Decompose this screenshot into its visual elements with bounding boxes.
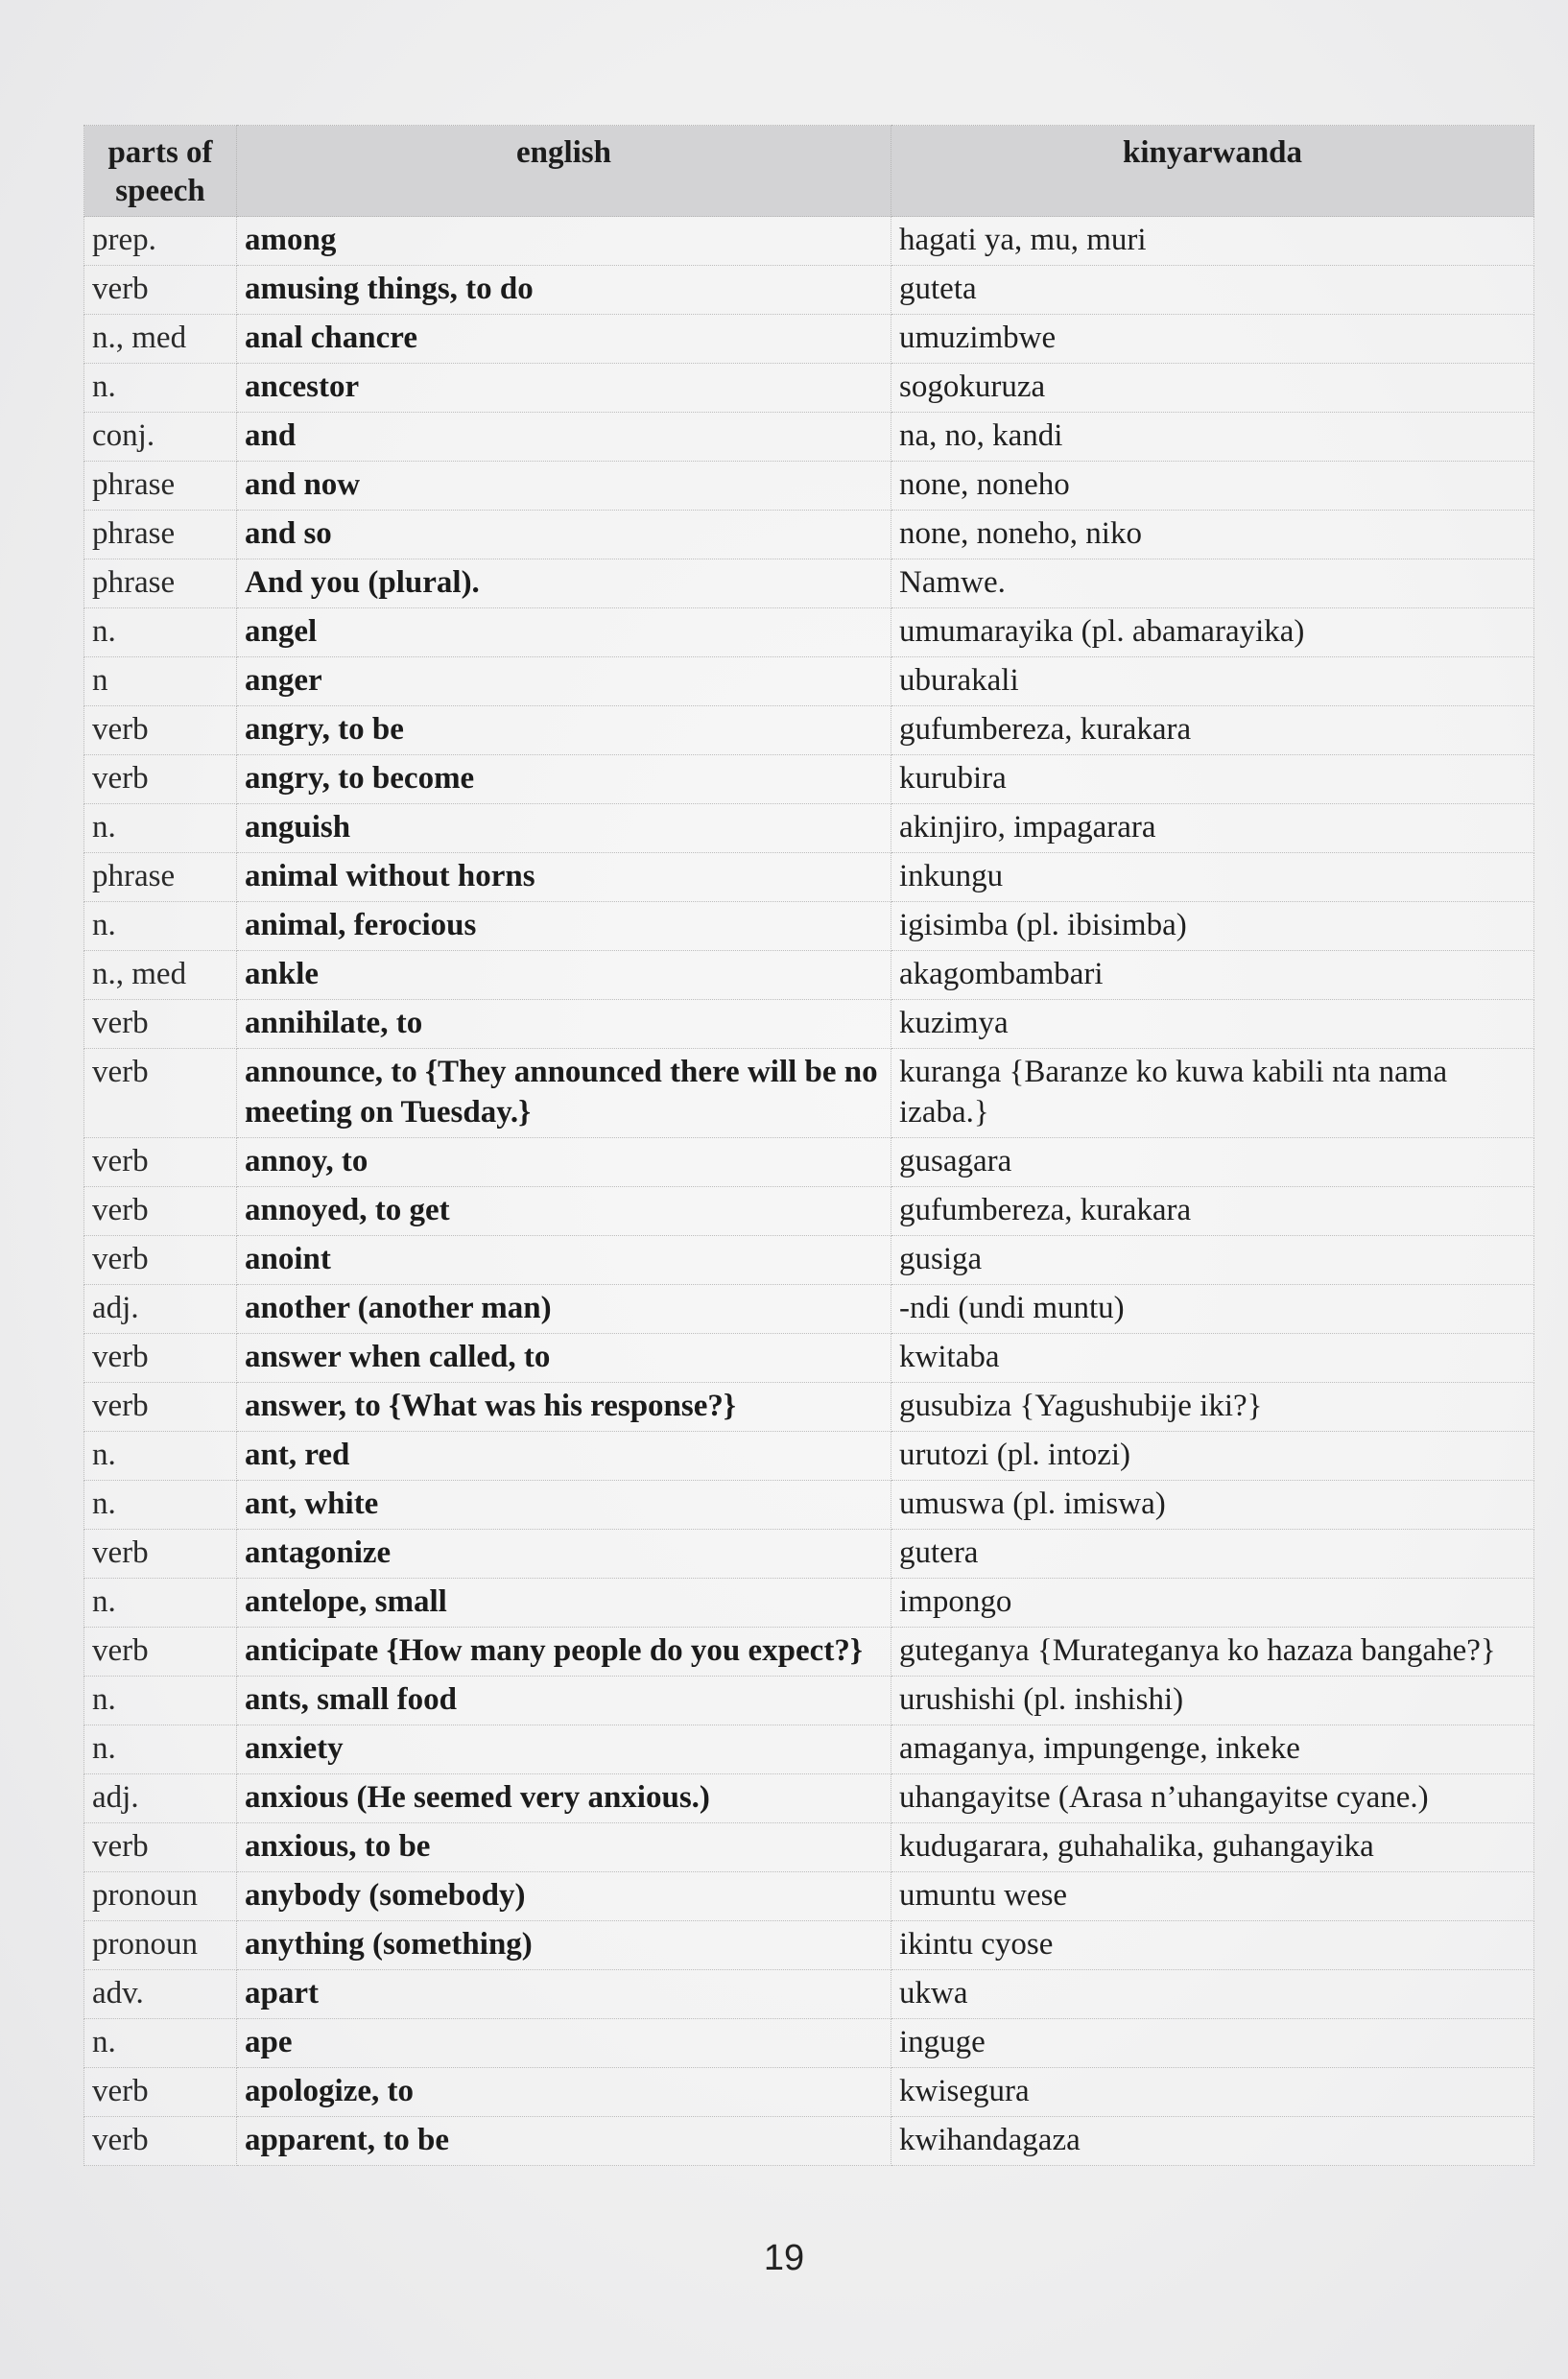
kinyarwanda-translation-cell: umuzimbwe xyxy=(891,315,1534,364)
part-of-speech-cell: phrase xyxy=(84,462,237,511)
part-of-speech-cell: prep. xyxy=(84,217,237,266)
part-of-speech-cell: verb xyxy=(84,1187,237,1236)
table-row xyxy=(84,364,1534,413)
table-row xyxy=(84,608,1534,657)
kinyarwanda-translation-cell: kuranga {Baranze ko kuwa kabili nta nama izaba.} xyxy=(891,1049,1534,1138)
english-term-cell: ape xyxy=(237,2019,891,2068)
table-row xyxy=(84,1677,1534,1725)
english-term-cell: answer when called, to xyxy=(237,1334,891,1383)
kinyarwanda-translation-cell: kwihandagaza xyxy=(891,2117,1534,2166)
part-of-speech-cell: verb xyxy=(84,1236,237,1285)
kinyarwanda-translation-cell: umumarayika (pl. abamarayika) xyxy=(891,608,1534,657)
english-term-cell: angry, to be xyxy=(237,706,891,755)
part-of-speech-cell: n. xyxy=(84,608,237,657)
table-row xyxy=(84,1921,1534,1970)
part-of-speech-cell: conj. xyxy=(84,413,237,462)
english-term-cell: anybody (somebody) xyxy=(237,1872,891,1921)
table-row xyxy=(84,1725,1534,1774)
part-of-speech-cell: phrase xyxy=(84,511,237,559)
part-of-speech-cell: verb xyxy=(84,1628,237,1677)
kinyarwanda-translation-cell: impongo xyxy=(891,1579,1534,1628)
english-term-cell: animal without horns xyxy=(237,853,891,902)
part-of-speech-cell: adj. xyxy=(84,1774,237,1823)
part-of-speech-cell: adj. xyxy=(84,1285,237,1334)
part-of-speech-cell: n. xyxy=(84,902,237,951)
english-term-cell: ant, red xyxy=(237,1432,891,1481)
kinyarwanda-translation-cell: umuswa (pl. imiswa) xyxy=(891,1481,1534,1530)
kinyarwanda-translation-cell: urutozi (pl. intozi) xyxy=(891,1432,1534,1481)
kinyarwanda-translation-cell: none, noneho, niko xyxy=(891,511,1534,559)
table-row xyxy=(84,1530,1534,1579)
kinyarwanda-translation-cell: ikintu cyose xyxy=(891,1921,1534,1970)
column-header-english: english xyxy=(237,126,891,217)
english-term-cell: anxious (He seemed very anxious.) xyxy=(237,1774,891,1823)
kinyarwanda-translation-cell: sogokuruza xyxy=(891,364,1534,413)
kinyarwanda-translation-cell: akinjiro, impagarara xyxy=(891,804,1534,853)
table-row xyxy=(84,1334,1534,1383)
table-row xyxy=(84,1970,1534,2019)
column-header-kinyarwanda: kinyarwanda xyxy=(891,126,1534,217)
kinyarwanda-translation-cell: inguge xyxy=(891,2019,1534,2068)
english-term-cell: amusing things, to do xyxy=(237,266,891,315)
english-term-cell: antagonize xyxy=(237,1530,891,1579)
part-of-speech-cell: verb xyxy=(84,1530,237,1579)
table-row xyxy=(84,511,1534,559)
part-of-speech-cell: verb xyxy=(84,755,237,804)
english-term-cell: another (another man) xyxy=(237,1285,891,1334)
part-of-speech-cell: n., med xyxy=(84,315,237,364)
kinyarwanda-translation-cell: urushishi (pl. inshishi) xyxy=(891,1677,1534,1725)
dictionary-table xyxy=(83,125,1534,2166)
part-of-speech-cell: n xyxy=(84,657,237,706)
kinyarwanda-translation-cell: umuntu wese xyxy=(891,1872,1534,1921)
kinyarwanda-translation-cell: igisimba (pl. ibisimba) xyxy=(891,902,1534,951)
kinyarwanda-translation-cell: none, noneho xyxy=(891,462,1534,511)
english-term-cell: and xyxy=(237,413,891,462)
part-of-speech-cell: verb xyxy=(84,266,237,315)
table-row xyxy=(84,315,1534,364)
english-term-cell: And you (plural). xyxy=(237,559,891,608)
english-term-cell: anger xyxy=(237,657,891,706)
part-of-speech-cell: n. xyxy=(84,1677,237,1725)
kinyarwanda-translation-cell: amaganya, impungenge, inkeke xyxy=(891,1725,1534,1774)
table-row xyxy=(84,1383,1534,1432)
english-term-cell: ants, small food xyxy=(237,1677,891,1725)
kinyarwanda-translation-cell: gusubiza {Yagushubije iki?} xyxy=(891,1383,1534,1432)
english-term-cell: anguish xyxy=(237,804,891,853)
table-row xyxy=(84,1579,1534,1628)
kinyarwanda-translation-cell: gufumbereza, kurakara xyxy=(891,1187,1534,1236)
part-of-speech-cell: verb xyxy=(84,1383,237,1432)
table-row xyxy=(84,1138,1534,1187)
kinyarwanda-translation-cell: uhangayitse (Arasa n’uhangayitse cyane.) xyxy=(891,1774,1534,1823)
table-row xyxy=(84,1285,1534,1334)
part-of-speech-cell: verb xyxy=(84,1049,237,1138)
table-row xyxy=(84,902,1534,951)
kinyarwanda-translation-cell: inkungu xyxy=(891,853,1534,902)
english-term-cell: anticipate {How many people do you expect?} xyxy=(237,1628,891,1677)
kinyarwanda-translation-cell: hagati ya, mu, muri xyxy=(891,217,1534,266)
kinyarwanda-translation-cell: kuzimya xyxy=(891,1000,1534,1049)
table-row xyxy=(84,413,1534,462)
kinyarwanda-translation-cell: akagombambari xyxy=(891,951,1534,1000)
part-of-speech-cell: pronoun xyxy=(84,1872,237,1921)
english-term-cell: ancestor xyxy=(237,364,891,413)
english-term-cell: ant, white xyxy=(237,1481,891,1530)
table-row xyxy=(84,1823,1534,1872)
english-term-cell: angry, to become xyxy=(237,755,891,804)
part-of-speech-cell: verb xyxy=(84,1138,237,1187)
table-row xyxy=(84,2068,1534,2117)
page-number: 19 xyxy=(763,2238,805,2278)
table-row xyxy=(84,1049,1534,1138)
part-of-speech-cell: phrase xyxy=(84,559,237,608)
part-of-speech-cell: verb xyxy=(84,2068,237,2117)
english-term-cell: antelope, small xyxy=(237,1579,891,1628)
table-row xyxy=(84,1628,1534,1677)
english-term-cell: annoy, to xyxy=(237,1138,891,1187)
part-of-speech-cell: verb xyxy=(84,1334,237,1383)
kinyarwanda-translation-cell: gusagara xyxy=(891,1138,1534,1187)
part-of-speech-cell: n. xyxy=(84,1725,237,1774)
part-of-speech-cell: n. xyxy=(84,804,237,853)
table-row xyxy=(84,559,1534,608)
kinyarwanda-translation-cell: ukwa xyxy=(891,1970,1534,2019)
table-row xyxy=(84,217,1534,266)
table-row xyxy=(84,853,1534,902)
table-row xyxy=(84,266,1534,315)
table-row xyxy=(84,804,1534,853)
part-of-speech-cell: n. xyxy=(84,2019,237,2068)
kinyarwanda-translation-cell: guteta xyxy=(891,266,1534,315)
table-row xyxy=(84,1481,1534,1530)
kinyarwanda-translation-cell: kurubira xyxy=(891,755,1534,804)
english-term-cell: angel xyxy=(237,608,891,657)
table-header-row xyxy=(84,126,1534,217)
english-term-cell: anxious, to be xyxy=(237,1823,891,1872)
kinyarwanda-translation-cell: na, no, kandi xyxy=(891,413,1534,462)
english-term-cell: answer, to {What was his response?} xyxy=(237,1383,891,1432)
english-term-cell: apparent, to be xyxy=(237,2117,891,2166)
dictionary-entries xyxy=(84,217,1534,2166)
part-of-speech-cell: n., med xyxy=(84,951,237,1000)
kinyarwanda-translation-cell: guteganya {Murateganya ko hazaza bangahe?} xyxy=(891,1628,1534,1677)
table-row xyxy=(84,1187,1534,1236)
english-term-cell: anoint xyxy=(237,1236,891,1285)
english-term-cell: anything (something) xyxy=(237,1921,891,1970)
part-of-speech-cell: n. xyxy=(84,1579,237,1628)
english-term-cell: ankle xyxy=(237,951,891,1000)
table-row xyxy=(84,2117,1534,2166)
english-term-cell: annoyed, to get xyxy=(237,1187,891,1236)
english-term-cell: and now xyxy=(237,462,891,511)
table-row xyxy=(84,706,1534,755)
english-term-cell: among xyxy=(237,217,891,266)
kinyarwanda-translation-cell: gusiga xyxy=(891,1236,1534,1285)
table-row xyxy=(84,951,1534,1000)
english-term-cell: announce, to {They announced there will be no meeting on Tuesday.} xyxy=(237,1049,891,1138)
table-row xyxy=(84,755,1534,804)
table-row xyxy=(84,2019,1534,2068)
kinyarwanda-translation-cell: -ndi (undi muntu) xyxy=(891,1285,1534,1334)
kinyarwanda-translation-cell: gutera xyxy=(891,1530,1534,1579)
kinyarwanda-translation-cell: kwitaba xyxy=(891,1334,1534,1383)
part-of-speech-cell: verb xyxy=(84,2117,237,2166)
english-term-cell: apart xyxy=(237,1970,891,2019)
table-row xyxy=(84,657,1534,706)
english-term-cell: and so xyxy=(237,511,891,559)
part-of-speech-cell: verb xyxy=(84,1823,237,1872)
table-row xyxy=(84,1236,1534,1285)
table-row xyxy=(84,1774,1534,1823)
part-of-speech-cell: pronoun xyxy=(84,1921,237,1970)
table-row xyxy=(84,462,1534,511)
part-of-speech-cell: n. xyxy=(84,1481,237,1530)
part-of-speech-cell: n. xyxy=(84,1432,237,1481)
english-term-cell: annihilate, to xyxy=(237,1000,891,1049)
kinyarwanda-translation-cell: uburakali xyxy=(891,657,1534,706)
part-of-speech-cell: phrase xyxy=(84,853,237,902)
english-term-cell: anxiety xyxy=(237,1725,891,1774)
kinyarwanda-translation-cell: kwisegura xyxy=(891,2068,1534,2117)
english-term-cell: anal chancre xyxy=(237,315,891,364)
kinyarwanda-translation-cell: Namwe. xyxy=(891,559,1534,608)
part-of-speech-cell: verb xyxy=(84,1000,237,1049)
table-row xyxy=(84,1000,1534,1049)
table-row xyxy=(84,1432,1534,1481)
part-of-speech-cell: verb xyxy=(84,706,237,755)
part-of-speech-cell: adv. xyxy=(84,1970,237,2019)
english-term-cell: animal, ferocious xyxy=(237,902,891,951)
kinyarwanda-translation-cell: gufumbereza, kurakara xyxy=(891,706,1534,755)
english-term-cell: apologize, to xyxy=(237,2068,891,2117)
kinyarwanda-translation-cell: kudugarara, guhahalika, guhangayika xyxy=(891,1823,1534,1872)
table-row xyxy=(84,1872,1534,1921)
column-header-parts-of-speech: parts of speech xyxy=(84,126,237,217)
part-of-speech-cell: n. xyxy=(84,364,237,413)
